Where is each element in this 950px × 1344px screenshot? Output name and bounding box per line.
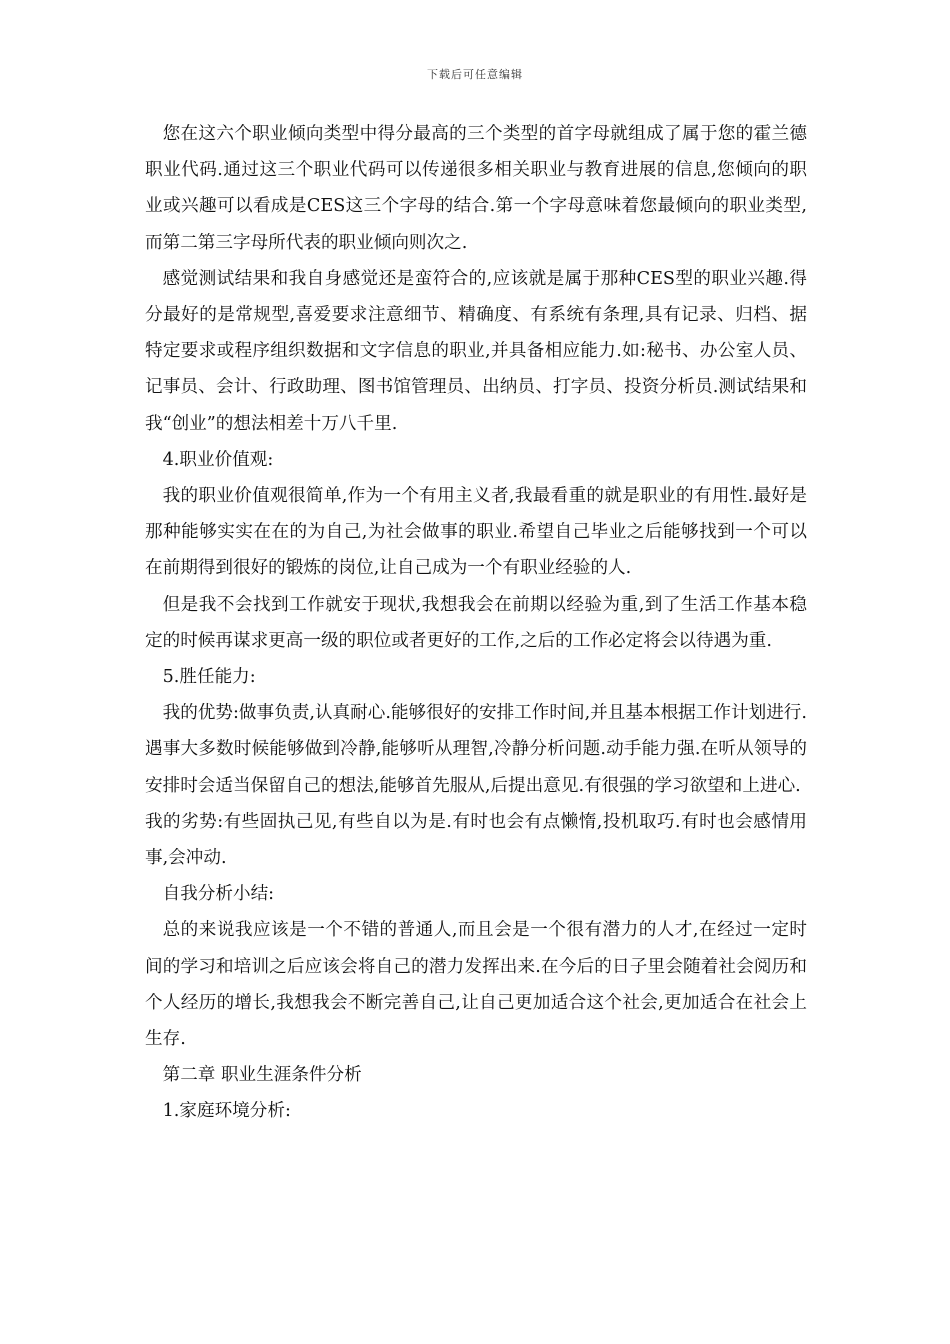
heading-chapter-two: 第二章 职业生涯条件分析 [162, 1065, 362, 1086]
paragraph-holland-code: 您在这六个职业倾向类型中得分最高的三个类型的首字母就组成了属于您的霍兰德职业代码.通过这三个职业代码可以传递很多相关职业与教育进展的信息,您倾向的职业或兴趣可以看成是CES这三个字母的结合.第一个字母意味着您最倾向的职业类型,而第二第三字母所代表的职业倾向则次之. [145, 124, 807, 253]
heading-self-analysis-summary: 自我分析小结: [162, 884, 275, 905]
paragraph-career-values: 我的职业价值观很简单,作为一个有用主义者,我最看重的就是职业的有用性.最好是那种能够实实在在的为自己,为社会做事的职业.希望自己毕业之后能够找到一个可以在前期得到很好的锻炼的岗位,让自己成为一个有职业经验的人. [145, 486, 807, 579]
paragraph-strengths: 我的优势:做事负责,认真耐心.能够很好的安排工作时间,并且基本根据工作计划进行.遇事大多数时候能够做到冷静,能够听从理智,冷静分析问题.动手能力强.在听从领导的安排时会适当保留自己的想法,能够首先服从,后提出意见.有很强的学习欲望和上进心. [145, 703, 807, 796]
document-body [145, 116, 807, 1130]
heading-family-environment: 1.家庭环境分析: [162, 1101, 291, 1122]
paragraph-career-plan: 但是我不会找到工作就安于现状,我想我会在前期以经验为重,到了生活工作基本稳定的时候再谋求更高一级的职位或者更好的工作,之后的工作必定将会以待遇为重. [145, 594, 807, 651]
heading-competence: 5.胜任能力: [162, 667, 256, 688]
paragraph-test-result: 感觉测试结果和我自身感觉还是蛮符合的,应该就是属于那种CES型的职业兴趣.得分最好的是常规型,喜爱要求注意细节、精确度、有系统有条理,具有记录、归档、据特定要求或程序组织数据和文字信息的职业,并具备相应能力.如:秘书、办公室人员、记事员、会计、行政助理、图书馆管理员、出纳员、打字员、投资分析员.测试结果和我“创业”的想法相差十万八千里. [145, 268, 807, 434]
page-header: 下载后可任意编辑 [427, 68, 523, 81]
paragraph-summary: 总的来说我应该是一个不错的普通人,而且会是一个很有潜力的人才,在经过一定时间的学习和培训之后应该会将自己的潜力发挥出来.在今后的日子里会随着社会阅历和个人经历的增长,我想我会不断完善自己,让自己更加适合这个社会,更加适合在社会上生存. [145, 920, 807, 1050]
paragraph-weaknesses: 我的劣势:有些固执己见,有些自以为是.有时也会有点懒惰,投机取巧.有时也会感情用事,会冲动. [145, 811, 807, 869]
heading-career-values: 4.职业价值观: [162, 449, 274, 470]
